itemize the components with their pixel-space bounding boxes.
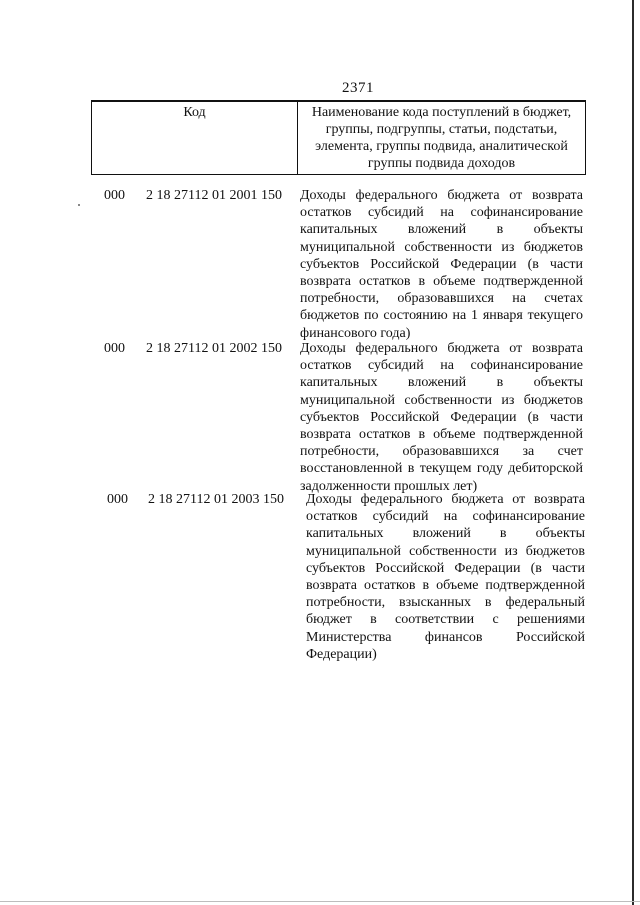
name-column-header: Наименование кода поступлений в бюджет, группы, подгруппы, статьи, подстатьи, элемента, группы подвида, аналитической группы подвида доходов [298, 101, 586, 175]
revenue-description: Доходы федерального бюджета от возврата остатков субсидий на софинансирование капитальных вложений в объекты муниципальной собственности из бюджетов субъектов Российской Федерации (в части возврата остатков в объеме подтвержденной потребности, взысканных в федеральный бюджет в соответствии с решениями Министерства финансов Российской Федерации) [306, 492, 585, 662]
admin-code: 000 [107, 492, 128, 507]
admin-code: 000 [104, 341, 125, 356]
admin-code: 000 [104, 188, 125, 203]
revenue-code: 2 18 27112 01 2001 150 [146, 188, 282, 203]
header-row [92, 101, 586, 175]
revenue-code: 2 18 27112 01 2003 150 [148, 492, 284, 507]
page-edge-bottom [0, 901, 640, 902]
page-number: 2371 [342, 80, 374, 96]
revenue-code: 2 18 27112 01 2002 150 [146, 341, 282, 356]
revenue-description: Доходы федерального бюджета от возврата остатков субсидий на софинансирование капитальных вложений в объекты муниципальной собственности из бюджетов субъектов Российской Федерации (в части возврата остатков в объеме подтвержденной потребности, образовавшихся за счет восстановленной в текущем году дебиторской задолженности прошлых лет) [300, 341, 583, 494]
scan-speck [78, 204, 80, 206]
code-column-header: Код [92, 101, 298, 175]
revenue-description: Доходы федерального бюджета от возврата остатков субсидий на софинансирование капитальных вложений в объекты муниципальной собственности из бюджетов субъектов Российской Федерации (в части возврата остатков в объеме подтвержденной потребности, образовавшихся на счетах бюджетов по состоянию на 1 января текущего финансового года) [300, 188, 583, 341]
page-edge-right [632, 0, 634, 905]
header-table [91, 100, 586, 175]
